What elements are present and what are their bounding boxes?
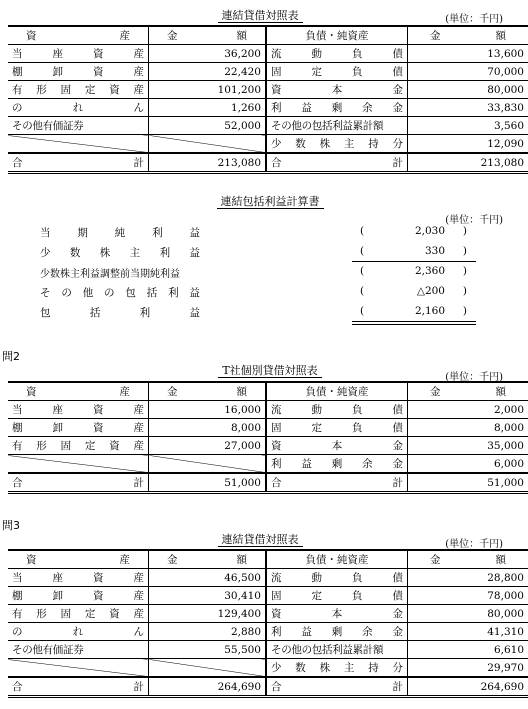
table-row [8, 641, 528, 659]
pl-row-value: ( 2,030 ) [360, 225, 467, 237]
asset-amount: 27,000 [149, 437, 267, 455]
liability-amount: 28,800 [408, 569, 528, 587]
liability-amount: 70,000 [408, 63, 528, 81]
pl-title: 連結包括利益計算書 [150, 195, 390, 209]
total-row: 合 計 264,690 合 計 264,690 [8, 677, 528, 697]
table-row [8, 587, 528, 605]
table-row [8, 63, 528, 81]
q2-label: 問2 [2, 350, 20, 363]
table-row [8, 135, 528, 154]
total-row: 合 計 213,080 合 計 213,080 [8, 153, 528, 173]
liability-label: 利 益 剰 余 金 [266, 99, 408, 117]
asset-total: 213,080 [149, 153, 267, 173]
table-header: 資 産 金 額 負債・純資産 金 額 [8, 382, 528, 401]
t1-title: 連結貸借対照表 [150, 9, 370, 23]
liability-label: 流 動 負 債 [266, 569, 408, 587]
asset-amount: 16,000 [149, 401, 267, 419]
table-row [8, 117, 528, 135]
liability-total: 213,080 [408, 153, 528, 173]
liability-label: 固 定 負 債 [266, 587, 408, 605]
pl-row-value: ( 330 ) [360, 245, 467, 257]
table-row [8, 605, 528, 623]
pl-row-label: 少 数 株 主 利 益 [40, 247, 200, 259]
liability-amount: 12,090 [408, 135, 528, 154]
liability-total: 264,690 [408, 677, 528, 697]
q3-label: 問3 [2, 519, 20, 532]
table-row [8, 419, 528, 437]
blank-asset-cell [8, 455, 149, 474]
pl-row-label: 少数株主利益調整前当期純利益 [40, 269, 180, 280]
liability-label: 固 定 負 債 [266, 63, 408, 81]
asset-label: 有 形 固 定 資 産 [8, 81, 149, 99]
q2-balance-sheet [8, 381, 528, 494]
q3-title: 連結貸借対照表 [150, 533, 370, 547]
pl-row-label: 当 期 純 利 益 [40, 227, 200, 239]
asset-amount: 2,880 [149, 623, 267, 641]
liability-amount: 29,970 [408, 659, 528, 678]
asset-total: 51,000 [149, 473, 267, 493]
table-row [8, 437, 528, 455]
table-row [8, 455, 528, 474]
asset-label: 当 座 資 産 [8, 569, 149, 587]
pl-row-label: 包 括 利 益 [40, 307, 200, 319]
t1-balance-sheet [8, 25, 528, 174]
liability-amount: 41,310 [408, 623, 528, 641]
asset-amount [149, 659, 267, 678]
liability-label: 資 本 金 [266, 605, 408, 623]
pl-row-label: そ の 他 の 包 括 利 益 [40, 287, 200, 299]
table-row [8, 623, 528, 641]
table-row [8, 569, 528, 587]
asset-amount: 22,420 [149, 63, 267, 81]
liability-label: 少 数 株 主 持 分 [266, 659, 408, 678]
liability-amount: 8,000 [408, 419, 528, 437]
liability-label: 資 本 金 [266, 81, 408, 99]
liability-amount: 6,000 [408, 455, 528, 474]
asset-label: 有 形 固 定 資 産 [8, 605, 149, 623]
asset-label: の れ ん [8, 623, 149, 641]
table-row [8, 659, 528, 678]
asset-label: の れ ん [8, 99, 149, 117]
asset-amount: 30,410 [149, 587, 267, 605]
table-row [8, 45, 528, 63]
asset-amount [149, 135, 267, 154]
asset-total: 264,690 [149, 677, 267, 697]
asset-label: 棚 卸 資 産 [8, 587, 149, 605]
asset-label: その他有価証券 [8, 641, 149, 659]
asset-label: 棚 卸 資 産 [8, 63, 149, 81]
pl-unit: (単位：千円) [445, 215, 503, 226]
liability-total: 51,000 [408, 473, 528, 493]
asset-label: その他有価証券 [8, 117, 149, 135]
asset-amount: 1,260 [149, 99, 267, 117]
liability-label: 少 数 株 主 持 分 [266, 135, 408, 154]
asset-label: 当 座 資 産 [8, 45, 149, 63]
table-header: 資 産 金 額 負債・純資産 金 額 [8, 26, 528, 45]
liability-label: 固 定 負 債 [266, 419, 408, 437]
liability-amount: 35,000 [408, 437, 528, 455]
liability-amount: 6,610 [408, 641, 528, 659]
asset-label: 当 座 資 産 [8, 401, 149, 419]
asset-amount: 46,500 [149, 569, 267, 587]
asset-label: 有 形 固 定 資 産 [8, 437, 149, 455]
pl-rule [352, 324, 476, 325]
blank-asset-cell [8, 659, 149, 678]
asset-amount: 55,500 [149, 641, 267, 659]
pl-rule [352, 321, 476, 322]
liability-label: その他の包括利益累計額 [266, 641, 408, 659]
liability-amount: 80,000 [408, 81, 528, 99]
t1-unit: (単位：千円) [445, 14, 503, 25]
blank-asset-cell [8, 135, 149, 154]
liability-label: 流 動 負 債 [266, 45, 408, 63]
liability-amount: 2,000 [408, 401, 528, 419]
liability-label: 資 本 金 [266, 437, 408, 455]
liability-label: 利 益 剰 余 金 [266, 623, 408, 641]
table-row [8, 99, 528, 117]
table-row [8, 81, 528, 99]
liability-label: 利 益 剰 余 金 [266, 455, 408, 474]
asset-amount: 101,200 [149, 81, 267, 99]
asset-amount [149, 455, 267, 474]
q3-balance-sheet [8, 549, 528, 698]
liability-amount: 80,000 [408, 605, 528, 623]
q2-title: T社個別貸借対照表 [150, 364, 390, 378]
asset-amount: 129,400 [149, 605, 267, 623]
table-row [8, 401, 528, 419]
liability-amount: 78,000 [408, 587, 528, 605]
liability-amount: 3,560 [408, 117, 528, 135]
asset-label: 棚 卸 資 産 [8, 419, 149, 437]
pl-row-value: ( △200 ) [360, 285, 467, 297]
pl-row-value: ( 2,360 ) [360, 265, 467, 277]
liability-label: その他の包括利益累計額 [266, 117, 408, 135]
liability-label: 流 動 負 債 [266, 401, 408, 419]
q2-unit: (単位：千円) [445, 372, 503, 383]
q3-unit: (単位：千円) [445, 539, 503, 550]
pl-row-value: ( 2,160 ) [360, 305, 467, 317]
asset-amount: 36,200 [149, 45, 267, 63]
asset-amount: 52,000 [149, 117, 267, 135]
asset-amount: 8,000 [149, 419, 267, 437]
table-header: 資 産 金 額 負債・純資産 金 額 [8, 550, 528, 569]
total-row: 合 計 51,000 合 計 51,000 [8, 473, 528, 493]
pl-rule [352, 261, 476, 262]
liability-amount: 13,600 [408, 45, 528, 63]
liability-amount: 33,830 [408, 99, 528, 117]
